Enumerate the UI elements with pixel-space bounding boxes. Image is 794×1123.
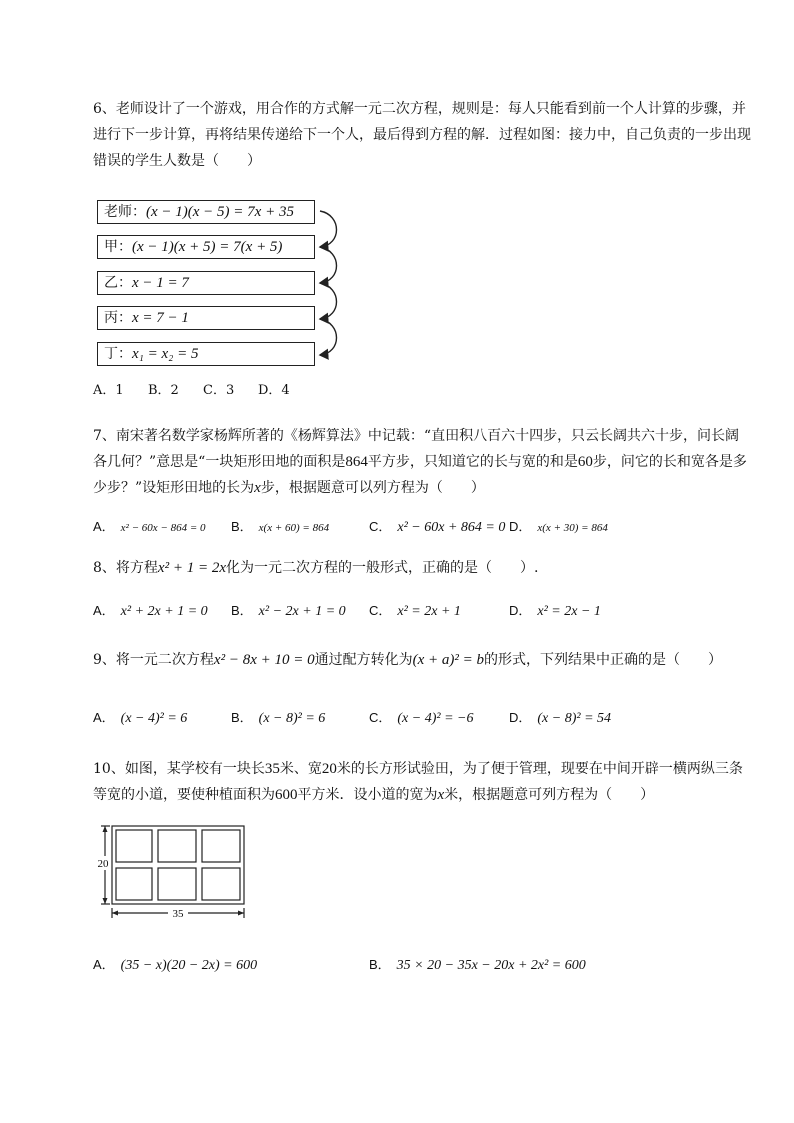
q9-option-b[interactable]: B． (x − 8)² = 6 — [231, 710, 326, 726]
q6-option-c[interactable]: C．3 — [203, 383, 235, 398]
plot-1 — [116, 830, 152, 862]
q10-option-b[interactable]: B． 35 × 20 − 35x − 20x + 2x² = 600 — [369, 957, 586, 973]
arrow-2 — [320, 247, 337, 283]
q9-option-d[interactable]: D． (x − 8)² = 54 — [509, 710, 612, 726]
question-6-stem: 6、老师设计了一个游戏，用合作的方式解一元二次方程，规则是：每人只能看到前一个人计算的步骤，并进行下一步计算，再将结果传递给下一个人，最后得到方程的解．过程如图：接力中，自己负责的一步出现错误的学生人数是（ ） — [93, 101, 751, 169]
q7-option-a[interactable]: A． x² − 60x − 864 = 0 — [93, 519, 206, 534]
step-yi: 乙：x − 1 = 7 — [97, 271, 315, 295]
q8-option-d[interactable]: D． x² = 2x − 1 — [509, 603, 601, 619]
question-10-stem: 10、如图，某学校有一块长35米、宽20米的长方形试验田，为了便于管理，现要在中间开辟一横两纵三条等宽的小道，要使种植面积为600平方米．设小道的宽为x米，根据题意可列方程为（ ） — [93, 761, 743, 803]
q6-option-b[interactable]: B．2 — [148, 383, 179, 398]
q6-option-d[interactable]: D．4 — [258, 383, 290, 398]
question-9-stem: 9、将一元二次方程x² − 8x + 10 = 0通过配方转化为(x + a)² = b的形式，下列结果中正确的是（ ） — [93, 652, 722, 668]
q8-option-c[interactable]: C． x² = 2x + 1 — [369, 603, 461, 619]
arrow-1 — [320, 211, 337, 247]
q8-option-b[interactable]: B． x² − 2x + 1 = 0 — [231, 603, 346, 619]
arrow-4 — [320, 319, 337, 355]
question-8-stem: 8、将方程x² + 1 = 2x化为一元二次方程的一般形式，正确的是（ ）. — [93, 560, 539, 576]
step-bing: 丙：x = 7 − 1 — [97, 306, 315, 330]
plot-5 — [158, 868, 196, 900]
q9-option-a[interactable]: A． (x − 4)² = 6 — [93, 710, 188, 726]
step-teacher: 老师：(x − 1)(x − 5) = 7x + 35 — [97, 200, 315, 224]
plot-4 — [116, 868, 152, 900]
q10-option-a[interactable]: A． (35 − x)(20 − 2x) = 600 — [93, 957, 258, 973]
field-outline — [112, 826, 244, 904]
plot-2 — [158, 830, 196, 862]
step-ding: 丁：x₁ = x₂ = 5 — [97, 342, 315, 366]
q8-option-a[interactable]: A． x² + 2x + 1 = 0 — [93, 603, 208, 619]
relay-arrows — [312, 205, 352, 360]
plot-6 — [202, 868, 240, 900]
q7-option-b[interactable]: B． x(x + 60) = 864 — [231, 519, 330, 534]
width-label: 35 — [172, 908, 184, 920]
arrow-3 — [320, 283, 337, 319]
q6-option-a[interactable]: A．1 — [93, 383, 124, 398]
step-jia: 甲：(x − 1)(x + 5) = 7(x + 5) — [97, 235, 315, 259]
field-figure — [92, 822, 252, 924]
height-label: 20 — [97, 858, 109, 870]
q7-option-d[interactable]: D． x(x + 30) = 864 — [509, 519, 608, 534]
plot-3 — [202, 830, 240, 862]
q7-option-c[interactable]: C． x² − 60x + 864 = 0 — [369, 519, 506, 535]
question-7-stem: 7、南宋著名数学家杨辉所著的《杨辉算法》中记载：“直田积八百六十四步，只云长阔共六十步，问长阔各几何？”意思是“一块矩形田地的面积是864平方步，只知道它的长与宽的和是60步，问它的长和宽各是多少步？”设矩形田地的长为x步，根据题意可以列方程为（ ） — [93, 428, 747, 496]
q9-option-c[interactable]: C． (x − 4)² = −6 — [369, 710, 474, 726]
